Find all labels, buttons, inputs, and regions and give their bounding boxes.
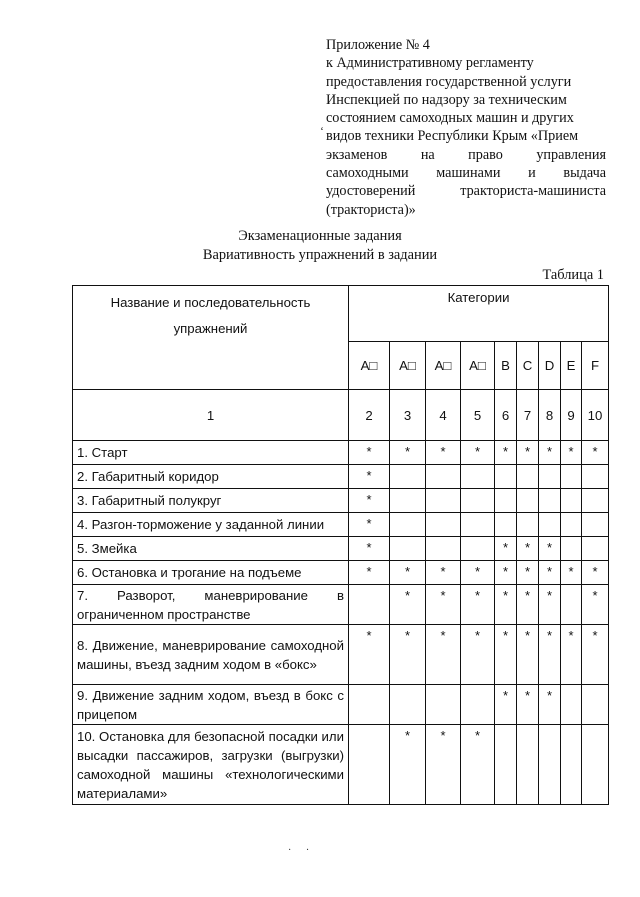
category-header: B [495, 342, 517, 390]
category-mark: * [461, 441, 495, 465]
category-mark [517, 513, 539, 537]
table-row [73, 489, 609, 513]
table-row [73, 537, 609, 561]
category-mark [539, 513, 561, 537]
category-mark [349, 585, 390, 625]
appendix-line: состоянием самоходных машин и других [326, 110, 574, 127]
category-mark [390, 513, 426, 537]
category-mark [561, 585, 582, 625]
category-mark [539, 489, 561, 513]
appendix-line: (тракториста)» [326, 201, 416, 218]
category-mark: * [539, 537, 561, 561]
category-mark [426, 489, 461, 513]
category-mark [426, 465, 461, 489]
category-header: E [561, 342, 582, 390]
category-mark [495, 513, 517, 537]
category-mark: * [349, 625, 390, 685]
table-row [73, 585, 609, 625]
category-mark [582, 685, 609, 725]
category-mark [517, 725, 539, 805]
column-numbers-row [73, 390, 609, 441]
column-number: 9 [561, 390, 582, 441]
category-mark: * [390, 585, 426, 625]
margin-mark: ‘ [320, 124, 324, 138]
category-mark [495, 465, 517, 489]
category-header: D [539, 342, 561, 390]
category-mark [582, 465, 609, 489]
exercise-name: 1. Старт [73, 441, 349, 465]
category-mark: * [495, 625, 517, 685]
category-mark: * [349, 513, 390, 537]
category-mark: * [349, 537, 390, 561]
table-row [73, 465, 609, 489]
category-mark: * [582, 585, 609, 625]
category-mark: * [349, 441, 390, 465]
category-mark [390, 465, 426, 489]
category-mark: * [461, 585, 495, 625]
category-mark: * [495, 585, 517, 625]
category-mark [461, 685, 495, 725]
category-mark: * [495, 537, 517, 561]
category-mark: * [539, 441, 561, 465]
category-mark: * [349, 561, 390, 585]
category-mark: * [461, 725, 495, 805]
column-number: 6 [495, 390, 517, 441]
category-mark [426, 537, 461, 561]
column-number: 8 [539, 390, 561, 441]
category-mark: * [426, 725, 461, 805]
category-mark [495, 725, 517, 805]
category-mark: * [539, 685, 561, 725]
table-row [73, 625, 609, 685]
category-mark: * [349, 465, 390, 489]
category-mark: * [495, 685, 517, 725]
category-mark: * [517, 625, 539, 685]
category-header: A□ [390, 342, 426, 390]
category-mark [582, 537, 609, 561]
category-mark [461, 513, 495, 537]
appendix-line: предоставления государственной услуги [326, 73, 572, 90]
column-number: 10 [582, 390, 609, 441]
exercise-table [72, 285, 609, 805]
category-mark [561, 537, 582, 561]
category-mark: * [349, 489, 390, 513]
category-mark [349, 725, 390, 805]
name-header: Название и последовательность упражнений [73, 286, 349, 390]
category-mark [561, 465, 582, 489]
category-mark: * [390, 441, 426, 465]
category-mark: * [390, 725, 426, 805]
exercise-name: 6. Остановка и трогание на подъеме [73, 561, 349, 585]
category-mark: * [539, 625, 561, 685]
table-row [73, 441, 609, 465]
exercise-name: 5. Змейка [73, 537, 349, 561]
category-mark [426, 685, 461, 725]
category-mark [349, 685, 390, 725]
category-mark [390, 685, 426, 725]
category-mark: * [461, 561, 495, 585]
table-row [73, 561, 609, 585]
category-mark: * [582, 441, 609, 465]
column-number: 2 [349, 390, 390, 441]
category-mark: * [539, 585, 561, 625]
column-number: 4 [426, 390, 461, 441]
category-mark [561, 489, 582, 513]
category-mark [426, 513, 461, 537]
category-mark: * [426, 625, 461, 685]
category-mark: * [582, 561, 609, 585]
category-header: A□ [426, 342, 461, 390]
category-mark: * [582, 625, 609, 685]
category-mark: * [426, 561, 461, 585]
column-number: 1 [73, 390, 349, 441]
page-subtitle: Вариативность упражнений в задании [202, 247, 438, 263]
category-header: A□ [349, 342, 390, 390]
category-mark: * [461, 625, 495, 685]
exercise-name: 3. Габаритный полукруг [73, 489, 349, 513]
category-mark: * [517, 561, 539, 585]
categories-header: Категории [349, 286, 609, 342]
appendix-line: Инспекцией по надзору за техническим [326, 91, 567, 108]
column-number: 3 [390, 390, 426, 441]
category-header: F [582, 342, 609, 390]
appendix-line: к Административному регламенту [326, 55, 534, 72]
page-title: Экзаменационные задания [238, 228, 402, 244]
category-mark: * [517, 537, 539, 561]
category-mark [495, 489, 517, 513]
category-mark [539, 465, 561, 489]
category-mark: * [426, 441, 461, 465]
appendix-line: самоходными машинами и выдача [326, 165, 606, 182]
category-mark [561, 725, 582, 805]
category-mark [390, 537, 426, 561]
table-label: Таблица 1 [542, 267, 604, 283]
category-mark [539, 725, 561, 805]
exercise-name: 7. Разворот, маневрирование в ограниченном пространстве [73, 585, 349, 625]
category-mark: * [495, 561, 517, 585]
category-mark: * [426, 585, 461, 625]
appendix-line: видов техники Республики Крым «Прием [326, 128, 579, 145]
category-mark: * [390, 625, 426, 685]
category-mark [517, 489, 539, 513]
category-mark: * [539, 561, 561, 585]
exercise-name: 2. Габаритный коридор [73, 465, 349, 489]
category-mark: * [517, 685, 539, 725]
category-header: A□ [461, 342, 495, 390]
table-row [73, 725, 609, 805]
appendix-line: удостоверений тракториста-машиниста [326, 183, 606, 200]
appendix-line: Приложение № 4 [326, 37, 430, 53]
exercise-name: 10. Остановка для безопасной посадки или высадки пассажиров, загрузки (выгрузки) самоходной машины «технологическими материалами» [73, 725, 349, 805]
exercise-name: 8. Движение, маневрирование самоходной машины, въезд задним ходом в «бокс» [73, 625, 349, 685]
category-mark [461, 537, 495, 561]
category-mark: * [390, 561, 426, 585]
category-header: C [517, 342, 539, 390]
category-mark: * [561, 561, 582, 585]
category-mark [461, 465, 495, 489]
appendix-line: экзаменов на право управления [326, 146, 606, 163]
category-mark: * [517, 585, 539, 625]
category-mark: * [561, 441, 582, 465]
category-mark [582, 725, 609, 805]
category-mark [561, 513, 582, 537]
category-mark [461, 489, 495, 513]
page-footer-dots: · · [288, 845, 316, 856]
category-mark [582, 513, 609, 537]
exercise-name: 9. Движение задним ходом, въезд в бокс с прицепом [73, 685, 349, 725]
category-mark [561, 685, 582, 725]
column-number: 5 [461, 390, 495, 441]
category-mark: * [495, 441, 517, 465]
category-mark: * [561, 625, 582, 685]
category-mark: * [517, 441, 539, 465]
category-mark [390, 489, 426, 513]
column-number: 7 [517, 390, 539, 441]
exercise-name: 4. Разгон-торможение у заданной линии [73, 513, 349, 537]
table-row [73, 513, 609, 537]
table-row [73, 685, 609, 725]
appendix-block [326, 36, 606, 219]
category-mark [517, 465, 539, 489]
category-mark [582, 489, 609, 513]
